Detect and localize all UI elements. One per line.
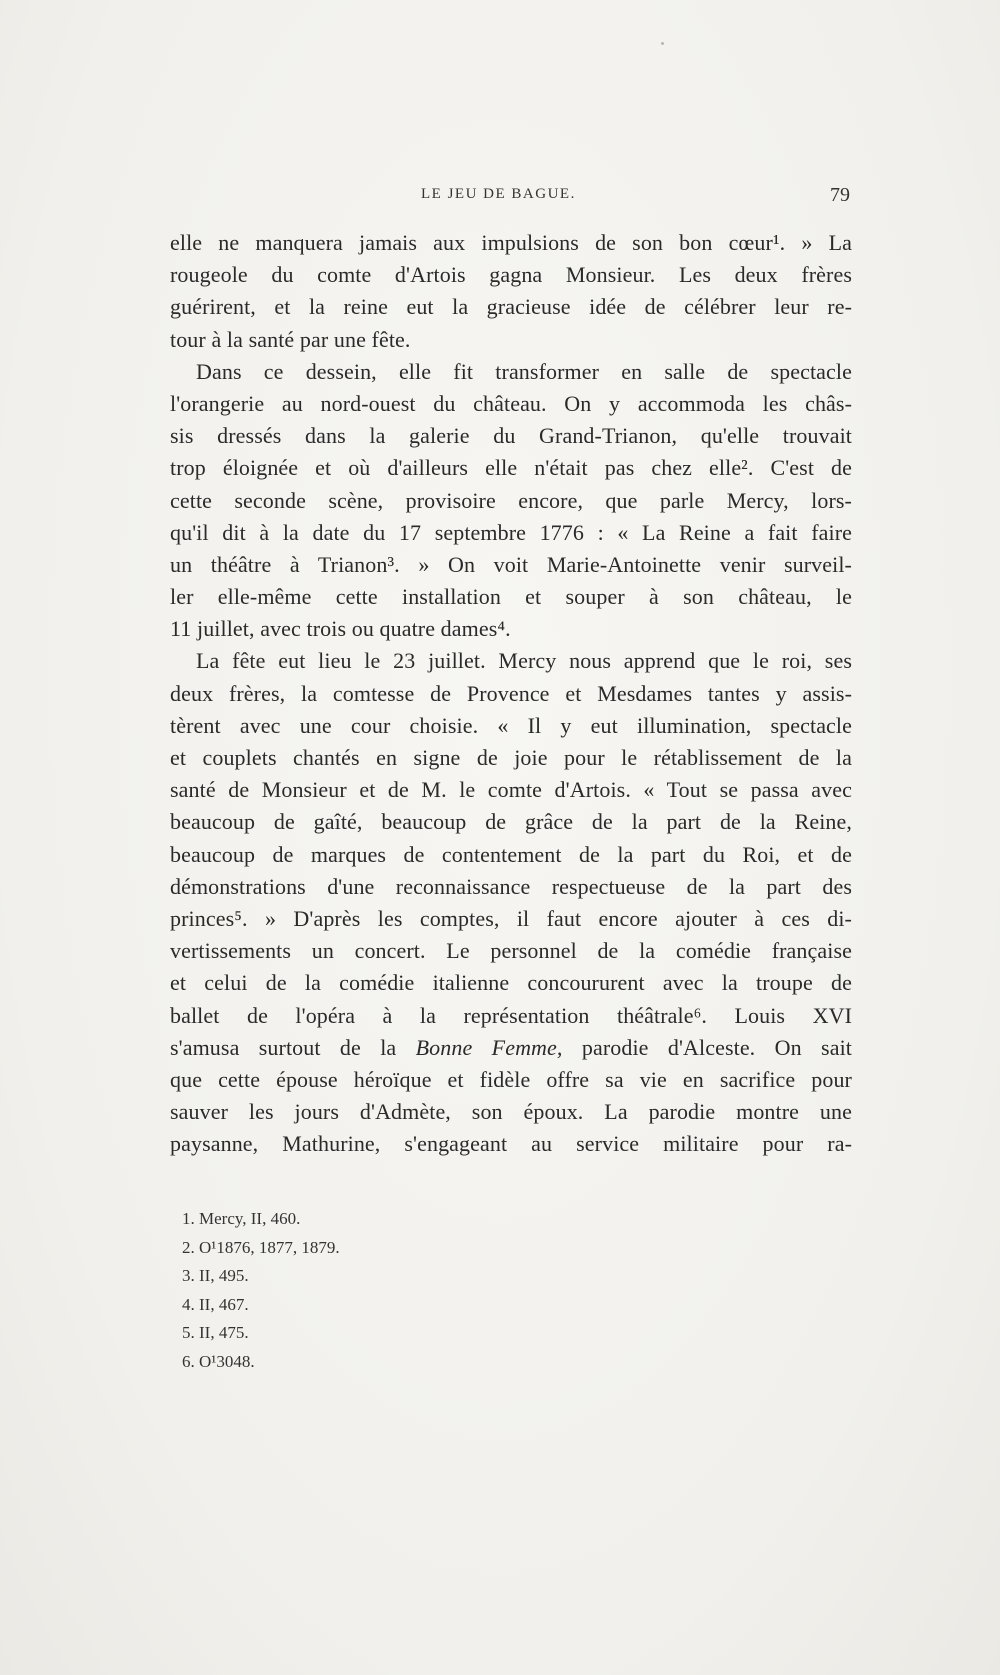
text-line: que cette épouse héroïque et fidèle offre sa vie en sacrifice pour <box>170 1066 852 1092</box>
text-line-with-italic-title <box>170 1032 852 1064</box>
text-line: santé de Monsieur et de M. le comte d'Artois. « Tout se passa avec <box>170 777 852 803</box>
text-line: ler elle-même cette installation et souper à son château, le <box>170 584 852 610</box>
text-line: trop éloignée et où d'ailleurs elle n'était pas chez elle². C'est de <box>170 455 852 481</box>
page-number: 79 <box>830 184 850 206</box>
footnote: 1. Mercy, II, 460. <box>182 1209 301 1228</box>
text-line: sis dressés dans la galerie du Grand-Trianon, qu'elle trouvait <box>170 423 852 449</box>
text-line: elle ne manquera jamais aux impulsions de son bon cœur¹. » La <box>170 230 852 255</box>
text-line: tèrent avec une cour choisie. « Il y eut illumination, spectacle <box>170 712 852 738</box>
text-line: un théâtre à Trianon³. » On voit Marie-Antoinette venir surveil- <box>170 551 852 577</box>
text-after-title: parodie d'Alceste. On sait <box>562 1034 852 1060</box>
text-line: et couplets chantés en signe de joie pour le rétablissement de la <box>170 745 852 770</box>
text-line: 11 juillet, avec trois ou quatre dames⁴. <box>170 616 511 642</box>
footnote: 5. II, 475. <box>182 1323 249 1343</box>
footnotes <box>182 1205 582 1377</box>
text-line: et celui de la comédie italienne concoururent avec la troupe de <box>170 970 852 996</box>
paragraph-start-line: La fête eut lieu le 23 juillet. Mercy nous apprend que le roi, ses <box>196 648 852 674</box>
text-line: princes⁵. » D'après les comptes, il faut encore ajouter à ces di- <box>170 905 852 931</box>
text-line: paysanne, Mathurine, s'engageant au service militaire pour ra- <box>170 1131 852 1157</box>
text-line: rougeole du comte d'Artois gagna Monsieur. Les deux frères <box>170 262 852 288</box>
text-line: cette seconde scène, provisoire encore, que parle Mercy, lors- <box>170 487 852 513</box>
text-line: ballet de l'opéra à la représentation théâtrale⁶. Louis XVI <box>170 1002 852 1028</box>
paper-speck <box>661 42 664 45</box>
text-line: démonstrations d'une reconnaissance respectueuse de la part des <box>170 873 852 899</box>
text-line: vertissements un concert. Le personnel de la comédie française <box>170 938 852 964</box>
text-line: beaucoup de marques de contentement de la part du Roi, et de <box>170 841 852 867</box>
text-line: l'orangerie au nord-ouest du château. On y accommoda les châs- <box>170 390 852 416</box>
text-line: qu'il dit à la date du 17 septembre 1776 : « La Reine a fait faire <box>170 519 852 545</box>
text-line: sauver les jours d'Admète, son époux. La parodie montre une <box>170 1099 852 1125</box>
footnote: 6. O¹3048. <box>182 1351 255 1371</box>
running-title: LE JEU DE BAGUE. <box>421 186 576 202</box>
text-line: tour à la santé par une fête. <box>170 326 411 352</box>
page-header <box>170 182 850 210</box>
text-line: beaucoup de gaîté, beaucoup de grâce de la part de la Reine, <box>170 809 852 835</box>
text-before-title: s'amusa surtout de la <box>170 1034 416 1060</box>
body-text <box>170 227 852 1160</box>
text-line: guérirent, et la reine eut la gracieuse idée de célébrer leur re- <box>170 294 852 320</box>
footnote: 3. II, 495. <box>182 1266 249 1286</box>
footnote: 4. II, 467. <box>182 1294 249 1314</box>
text-line: deux frères, la comtesse de Provence et Mesdames tantes y assis- <box>170 680 852 706</box>
footnote: 2. O¹1876, 1877, 1879. <box>182 1237 340 1257</box>
paragraph-start-line: Dans ce dessein, elle fit transformer en salle de spectacle <box>196 358 852 384</box>
italic-play-title: Bonne Femme, <box>415 1034 563 1060</box>
